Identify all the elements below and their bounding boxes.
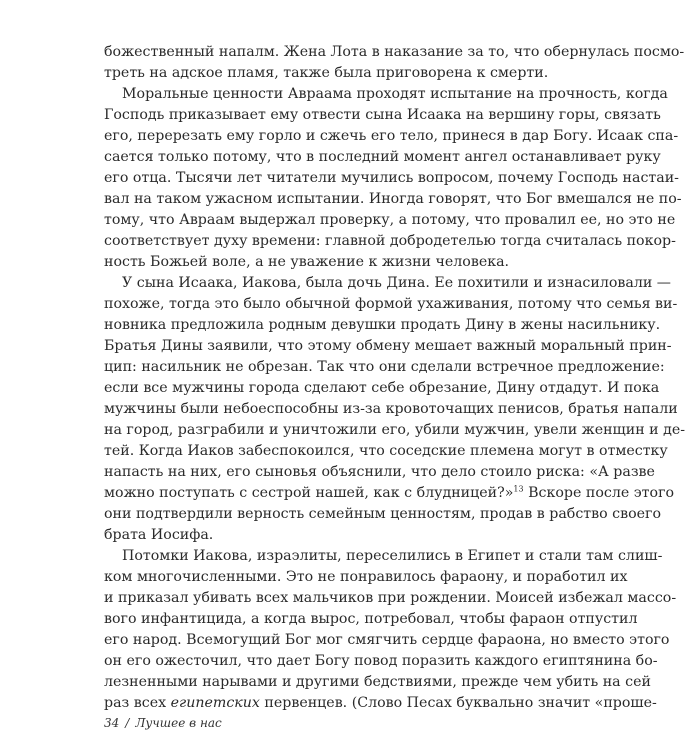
text-line: брата Иосифа. — [104, 527, 214, 543]
text-line: ком многочисленными. Это не понравилось фараону, и поработил их — [104, 569, 628, 585]
italic-word: египетских — [170, 695, 260, 711]
text-line: тей. Когда Иаков забеспокоился, что соседские племена могут в отместку — [104, 443, 668, 459]
text-line: если все мужчины города сделают себе обрезание, Дину отдадут. И пока — [104, 380, 660, 396]
text-line: Братья Дины заявили, что этому обмену мешает важный моральный прин- — [104, 338, 672, 354]
running-head: Лучшее в нас — [135, 716, 222, 730]
text-line: лезненными нарывами и другими бедствиями, прежде чем убить на сей — [104, 674, 651, 690]
text-line: вал на таком ужасном испытании. Иногда говорят, что Бог вмешался не по- — [104, 191, 682, 207]
text-line: цип: насильник не обрезан. Так что они сделали встречное предложение: — [104, 359, 665, 375]
line-text: можно поступать с сестрой нашей, как с блудницей?» — [104, 485, 514, 501]
text-line: на город, разграбили и уничтожили его, убили мужчин, увели женщин и де- — [104, 422, 685, 438]
line-text: первенцев. (Слово Песах буквально значит «проше- — [259, 695, 657, 711]
text-line: Моральные ценности Авраама проходят испытание на прочность, когда — [122, 86, 668, 102]
text-line: похоже, тогда это было обычной формой ухаживания, потому что семья ви- — [104, 296, 678, 312]
text-line: У сына Исаака, Иакова, была дочь Дина. Ее похитили и изнасиловали — — [122, 275, 671, 291]
text-line: ность Божьей воле, а не уважение к жизни человека. — [104, 254, 510, 270]
page-footer — [104, 716, 222, 730]
footnote-reference[interactable]: 13 — [513, 484, 524, 494]
text-line: его, перерезать ему горло и сжечь его тело, принеся в дар Богу. Исаак спа- — [104, 128, 679, 144]
text-line: новника предложила родным девушки продать Дину в жены насильнику. — [104, 317, 661, 333]
text-line: его отца. Тысячи лет читатели мучились вопросом, почему Господь настаи- — [104, 170, 679, 186]
text-line — [104, 693, 657, 714]
text-line — [104, 483, 675, 504]
text-line: Господь приказывает ему отвести сына Исаака на вершину горы, связать — [104, 107, 661, 123]
line-text: раз всех — [104, 695, 167, 711]
line-text: Вскоре после этого — [523, 485, 675, 501]
text-line: его народ. Всемогущий Бог мог смягчить сердце фараона, но вместо этого — [104, 632, 670, 648]
text-line: они подтвердили верность семейным ценностям, продав в рабство своего — [104, 506, 661, 522]
text-line: мужчины были небоеспособны из-за кровоточащих пенисов, братья напали — [104, 401, 678, 417]
text-line: божественный напалм. Жена Лота в наказание за то, что обернулась посмо- — [104, 44, 685, 60]
text-line: он его ожесточил, что дает Богу повод поразить каждого египтянина бо- — [104, 653, 658, 669]
text-line: сается только потому, что в последний момент ангел останавливает руку — [104, 149, 661, 165]
text-line: и приказал убивать всех мальчиков при рождении. Моисей избежал массо- — [104, 590, 677, 606]
text-line: Потомки Иакова, израэлиты, переселились в Египет и стали там слиш- — [122, 548, 663, 564]
page-number: 34 — [104, 716, 120, 730]
text-line: соответствует духу времени: главной добродетелью тогда считалась покор- — [104, 233, 676, 249]
text-line: напасть на них, его сыновья объяснили, что дело стоило риска: «А разве — [104, 464, 655, 480]
text-line: вого инфантицида, а когда вырос, потребовал, чтобы фараон отпустил — [104, 611, 638, 627]
text-line: тому, что Авраам выдержал проверку, а потому, что провалил ее, но это не — [104, 212, 676, 228]
text-line: треть на адское пламя, также была приговорена к смерти. — [104, 65, 549, 81]
footer-separator: / — [125, 716, 130, 730]
